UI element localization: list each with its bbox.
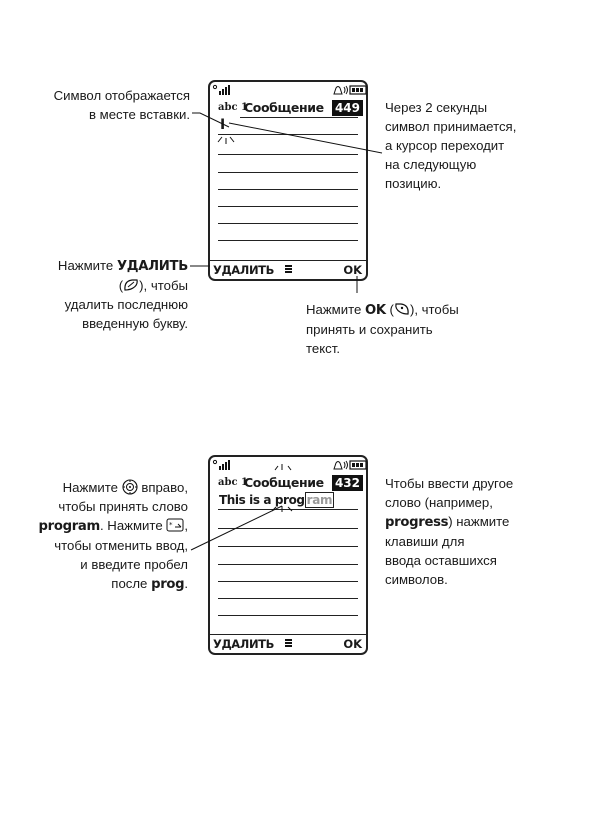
text: ), чтобы xyxy=(139,278,188,293)
callout-line: а курсор переходит xyxy=(385,138,505,153)
screen-title: Сообщение xyxy=(244,475,324,490)
callout-line: на следующую xyxy=(385,157,477,172)
text: . xyxy=(184,576,188,591)
text: ( xyxy=(389,302,394,317)
ok-softkey[interactable]: OK xyxy=(343,637,362,651)
screen-title: Сообщение xyxy=(244,100,324,115)
callout-line: Чтобы ввести другое xyxy=(385,476,514,491)
text: Нажмите xyxy=(62,480,118,495)
callout-line: Символ отображается xyxy=(53,88,190,103)
callout-line: символ принимается, xyxy=(385,119,517,134)
character-counter: 449 xyxy=(332,100,363,116)
callout-line: чтобы отменить ввод, xyxy=(54,538,188,553)
callout-line: символов. xyxy=(385,572,448,587)
text: , xyxy=(184,518,188,533)
callout-line: и введите пробел xyxy=(80,557,188,572)
text: после xyxy=(111,576,148,591)
leader-lines xyxy=(0,430,596,690)
callout-line: введенную букву. xyxy=(82,316,188,331)
highlight-spark-icon xyxy=(218,137,234,144)
callout-line: удалить последнюю xyxy=(64,297,188,312)
callout-line: Через 2 секунды xyxy=(385,100,488,115)
text: Нажмите xyxy=(306,302,362,317)
figure-2 xyxy=(0,430,596,690)
text: вправо, xyxy=(141,480,188,495)
text: ( xyxy=(118,278,124,293)
input-mode-indicator: abc 1 xyxy=(218,477,248,488)
text: ), чтобы xyxy=(409,302,459,317)
input-mode-indicator: abc 1 xyxy=(218,102,248,113)
callout-line: слово (например, xyxy=(385,495,493,510)
ok-key-label: OK xyxy=(365,303,386,318)
leader-lines xyxy=(0,0,596,400)
callout-line: принять и сохранить xyxy=(306,322,433,337)
delete-key-label: УДАЛИТЬ xyxy=(116,259,188,274)
program-word: program xyxy=(38,519,100,534)
text: Нажмите xyxy=(57,258,114,273)
word-completion: ram xyxy=(306,493,333,507)
callout-line: в месте вставки. xyxy=(88,107,190,122)
text: . Нажмите xyxy=(99,518,163,533)
figure-1 xyxy=(0,0,596,400)
callout-line: позицию. xyxy=(385,176,442,191)
text: ) нажмите xyxy=(448,514,510,529)
delete-softkey[interactable]: УДАЛИТЬ xyxy=(213,263,274,277)
highlight-spark-icon xyxy=(272,464,292,512)
character-counter: 432 xyxy=(332,475,363,491)
ok-softkey[interactable]: OK xyxy=(343,263,362,277)
delete-softkey[interactable]: УДАЛИТЬ xyxy=(213,637,274,651)
progress-word: progress xyxy=(385,515,449,530)
svg-text:*: * xyxy=(169,521,173,529)
typed-text: This is a prog xyxy=(219,493,305,507)
callout-line: ввода оставшихся xyxy=(385,553,497,568)
callout-line: клавиши для xyxy=(385,534,465,549)
callout-line: чтобы принять слово xyxy=(58,499,188,514)
prog-word: prog xyxy=(151,577,185,592)
callout-line: текст. xyxy=(306,341,340,356)
inserted-character: I xyxy=(220,117,226,133)
